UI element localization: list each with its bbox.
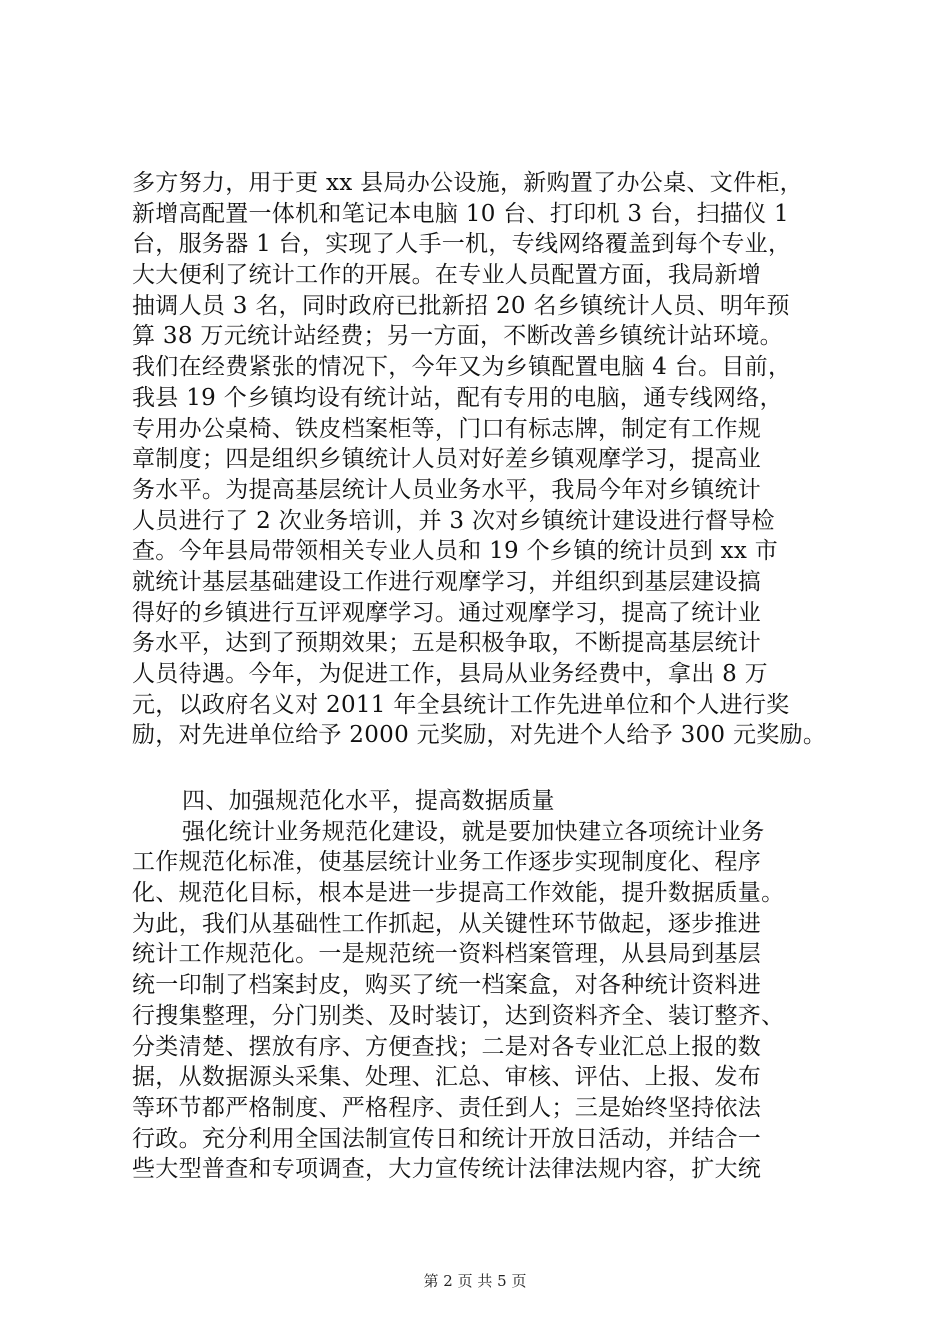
text-line: 等环节都严格制度、严格程序、责任到人；三是始终坚持依法 <box>132 1094 762 1121</box>
text-line: 章制度；四是组织乡镇统计人员对好差乡镇观摩学习，提高业 <box>132 446 762 473</box>
text-line: 分类清楚、摆放有序、方便查找；二是对各专业汇总上报的数 <box>132 1033 762 1060</box>
text-line: 务水平，达到了预期效果；五是积极争取，不断提高基层统计 <box>132 630 762 657</box>
text-line: 据，从数据源头采集、处理、汇总、审核、评估、上报、发布 <box>132 1064 762 1091</box>
text-line: 化、规范化目标，根本是进一步提高工作效能，提升数据质量。 <box>132 880 785 907</box>
text-line: 多方努力，用于更 xx 县局办公设施，新购置了办公桌、文件柜， <box>132 170 803 196</box>
text-line: 人员待遇。今年，为促进工作，县局从业务经费中，拿出 8 万 <box>132 661 768 687</box>
text-line: 新增高配置一体机和笔记本电脑 10 台、打印机 3 台，扫描仪 1 <box>132 200 789 227</box>
section-heading: 四、加强规范化水平，提高数据质量 <box>182 788 555 814</box>
section-four <box>132 786 854 1185</box>
text-line: 算 38 万元统计站经费；另一方面，不断改善乡镇统计站环境。 <box>132 323 783 350</box>
paragraph-1 <box>132 168 854 751</box>
text-line: 些大型普查和专项调查，大力宣传统计法律法规内容，扩大统 <box>132 1156 762 1183</box>
page-number-footer: 第 2 页 共 5 页 <box>423 1272 527 1290</box>
text-line: 强化统计业务规范化建设，就是要加快建立各项统计业务 <box>182 818 765 845</box>
text-line: 为此，我们从基础性工作抓起，从关键性环节做起，逐步推进 <box>132 910 762 937</box>
text-line: 人员进行了 2 次业务培训，并 3 次对乡镇统计建设进行督导检 <box>132 507 775 534</box>
text-line: 行搜集整理，分门别类、及时装订，达到资料齐全、装订整齐、 <box>132 1002 785 1029</box>
text-line: 台，服务器 1 台，实现了人手一机，专线网络覆盖到每个专业， <box>132 231 792 258</box>
text-line: 我们在经费紧张的情况下，今年又为乡镇配置电脑 4 台。目前， <box>132 354 792 381</box>
text-line: 工作规范化标准，使基层统计业务工作逐步实现制度化、程序 <box>132 849 762 876</box>
text-line: 励，对先进单位给予 2000 元奖励，对先进个人给予 300 元奖励。 <box>132 722 827 749</box>
text-line: 抽调人员 3 名，同时政府已批新招 20 名乡镇统计人员、明年预 <box>132 292 790 319</box>
text-line: 统一印制了档案封皮，购买了统一档案盒，对各种统计资料进 <box>132 972 762 999</box>
text-line: 务水平。为提高基层统计人员业务水平，我局今年对乡镇统计 <box>132 476 762 503</box>
text-line: 就统计基层基础建设工作进行观摩学习，并组织到基层建设搞 <box>132 568 762 595</box>
text-line: 得好的乡镇进行互评观摩学习。通过观摩学习，提高了统计业 <box>132 599 762 626</box>
text-line: 大大便利了统计工作的开展。在专业人员配置方面，我局新增 <box>132 262 762 289</box>
text-line: 元，以政府名义对 2011 年全县统计工作先进单位和个人进行奖 <box>132 691 790 718</box>
text-line: 统计工作规范化。一是规范统一资料档案管理，从县局到基层 <box>132 941 762 968</box>
text-line: 专用办公桌椅、铁皮档案柜等，门口有标志牌，制定有工作规 <box>132 415 762 442</box>
text-line: 查。今年县局带领相关专业人员和 19 个乡镇的统计员到 xx 市 <box>132 538 779 565</box>
text-line: 我县 19 个乡镇均设有统计站，配有专用的电脑，通专线网络， <box>132 384 783 411</box>
text-line: 行政。充分利用全国法制宣传日和统计开放日活动，并结合一 <box>132 1125 762 1152</box>
